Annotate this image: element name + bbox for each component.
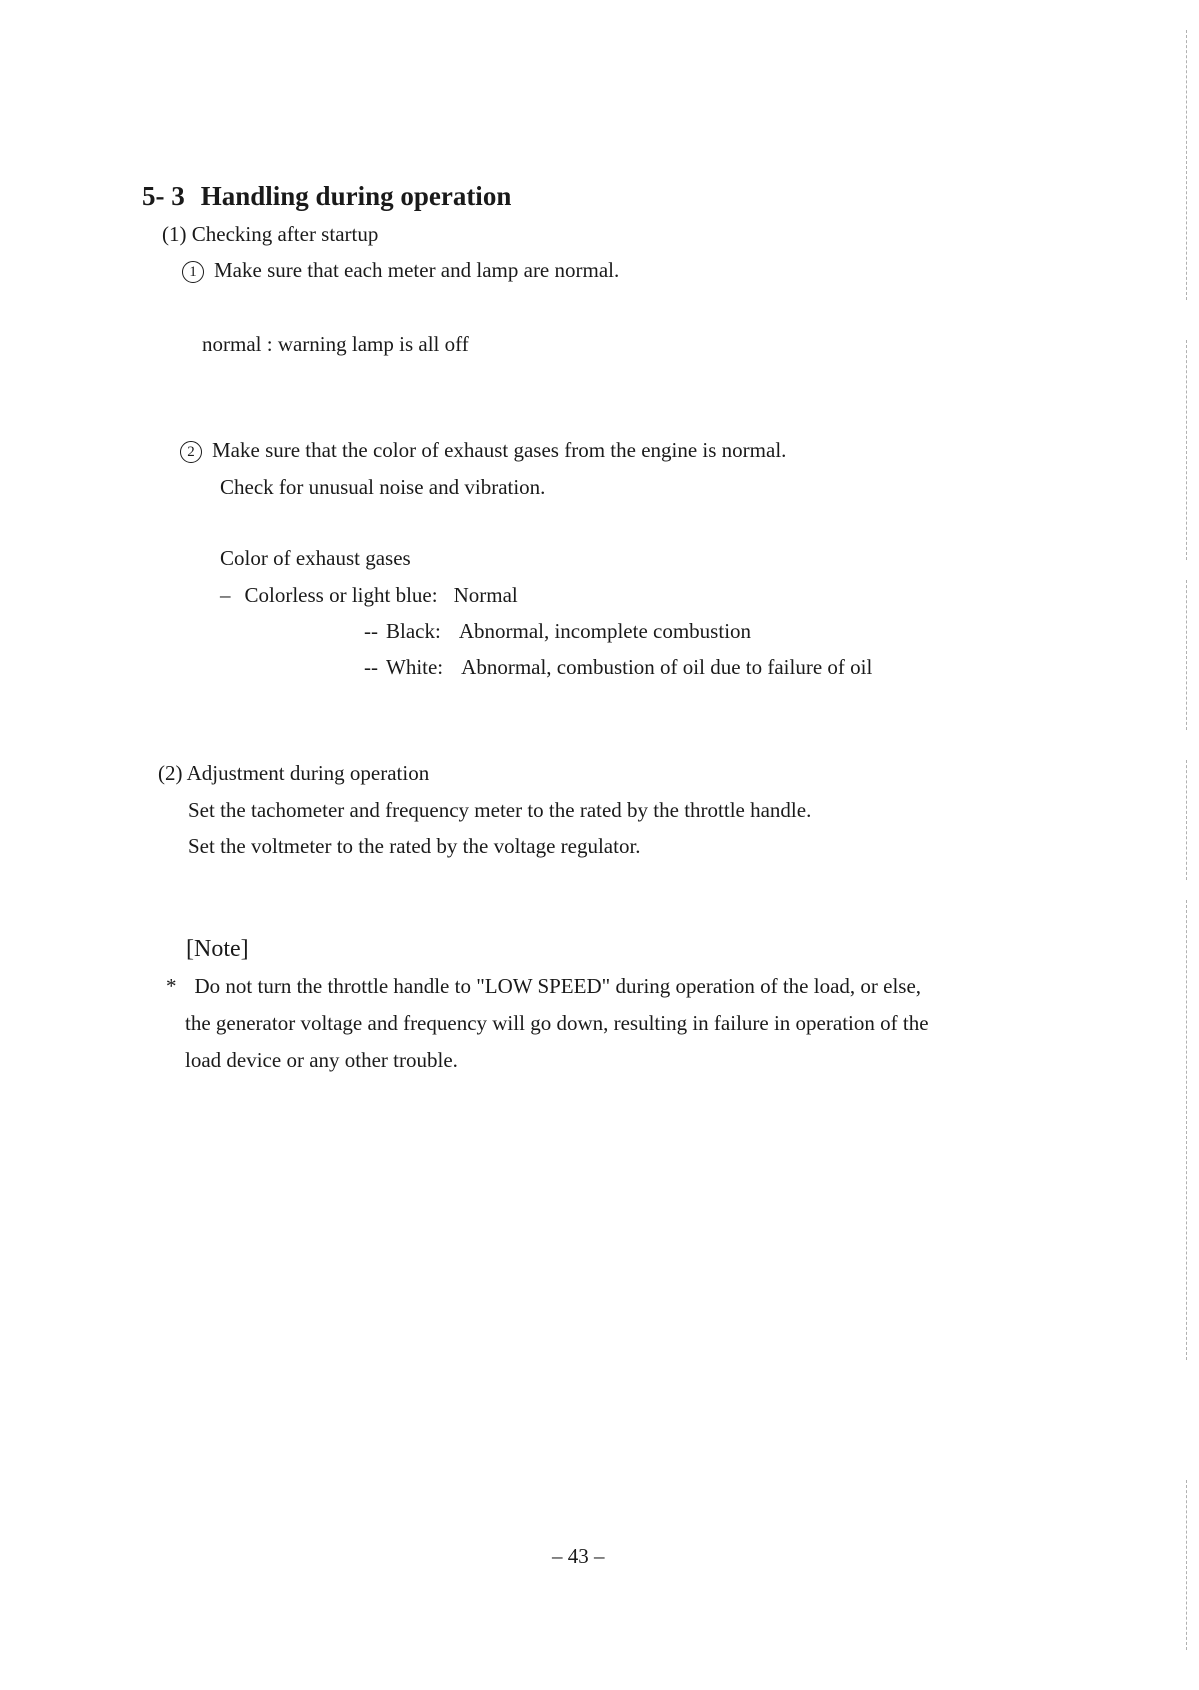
- dash: –: [220, 583, 231, 607]
- exhaust-label: Colorless or light blue:: [244, 583, 438, 607]
- section-number: 5- 3: [142, 181, 185, 211]
- exhaust-row-colorless: [220, 585, 518, 606]
- scan-edge-line: [1186, 340, 1187, 560]
- note-title: [Note]: [186, 936, 249, 962]
- note-line1: [166, 976, 921, 997]
- exhaust-label: Black:: [386, 619, 441, 643]
- dash: --: [364, 619, 378, 643]
- exhaust-value: Abnormal, combustion of oil due to failure of oil: [461, 655, 873, 679]
- scan-edge-line: [1186, 1480, 1187, 1650]
- circled-number-2-icon: 2: [180, 441, 202, 463]
- scan-edge-line: [1186, 900, 1187, 1360]
- check-item-2-line1: Make sure that the color of exhaust gases from the engine is normal.: [212, 438, 787, 462]
- note-bullet: *: [166, 974, 177, 998]
- normal-note: normal : warning lamp is all off: [202, 332, 469, 356]
- exhaust-label: White:: [386, 655, 444, 679]
- note-line2: the generator voltage and frequency will go down, resulting in failure in operation of the: [185, 1011, 929, 1035]
- exhaust-title: Color of exhaust gases: [220, 546, 411, 570]
- check-item-1-text: Make sure that each meter and lamp are normal.: [214, 258, 620, 282]
- section-heading: [142, 183, 511, 210]
- dash: --: [364, 655, 378, 679]
- check-item-1: [182, 260, 619, 283]
- circled-number-1-icon: 1: [182, 261, 204, 283]
- section-title: Handling during operation: [200, 181, 512, 211]
- adjustment-heading: (2) Adjustment during operation: [158, 761, 430, 785]
- note-line3: load device or any other trouble.: [185, 1048, 458, 1072]
- scan-edge-line: [1186, 30, 1187, 300]
- exhaust-row-black: [364, 621, 751, 642]
- exhaust-value: Normal: [453, 583, 518, 607]
- exhaust-value: Abnormal, incomplete combustion: [458, 619, 752, 643]
- scan-edge-line: [1186, 760, 1187, 880]
- scan-edge-line: [1186, 580, 1187, 730]
- exhaust-row-white: [364, 657, 872, 678]
- adjustment-line1: Set the tachometer and frequency meter to the rated by the throttle handle.: [188, 798, 812, 822]
- page-number: – 43 –: [552, 1544, 605, 1568]
- check-item-2-line2: Check for unusual noise and vibration.: [220, 475, 546, 499]
- adjustment-line2: Set the voltmeter to the rated by the voltage regulator.: [188, 834, 641, 858]
- checking-heading: (1) Checking after startup: [162, 222, 379, 246]
- note-line1-text: Do not turn the throttle handle to "LOW SPEED" during operation of the load, or else,: [194, 974, 922, 998]
- check-item-2: [180, 440, 786, 463]
